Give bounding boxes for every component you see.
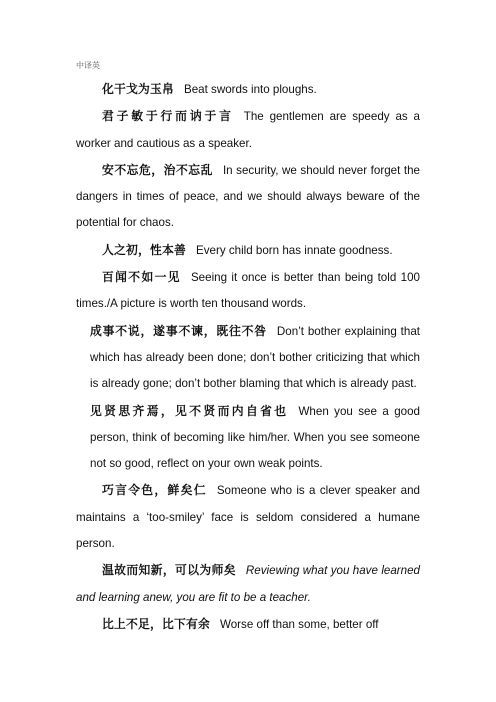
proverb-english: The gentlemen are speedy as a worker and cautious as a speaker. (76, 110, 420, 150)
proverb-chinese: 巧言令色，鲜矣仁 (102, 483, 207, 498)
proverb-entry (76, 477, 420, 557)
proverb-entry (76, 318, 420, 398)
proverb-entry (76, 264, 420, 318)
proverb-entry (76, 398, 420, 478)
proverb-entry (76, 557, 420, 611)
proverb-english: Seeing it once is better than being told 100 times./A picture is worth ten thousand words. (76, 271, 420, 311)
page-header-label: 中译英 (76, 61, 100, 70)
proverb-english: When you see a good person, think of becoming like him/her. When you see someone not so good, reflect on your own weak points. (90, 404, 420, 471)
proverb-chinese: 百闻不如一见 (102, 270, 181, 285)
proverb-english: Beat swords into ploughs. (183, 83, 317, 96)
proverb-chinese: 化干戈为玉帛 (102, 82, 174, 96)
proverb-chinese: 安不忘危，治不忘乱 (102, 162, 213, 177)
proverb-entry (76, 76, 420, 103)
proverb-entry (76, 237, 420, 264)
proverb-chinese: 成事不说，遂事不谏，既往不咎 (90, 323, 267, 338)
proverb-entry (76, 157, 420, 237)
proverb-english: Someone who is a clever speaker and maintains a ‘too-smiley’ face is seldom considered a humane person. (76, 484, 420, 551)
proverb-entry (76, 103, 420, 157)
proverb-chinese: 见贤思齐焉，见不贤而内自省也 (90, 403, 289, 418)
proverb-chinese: 君子敏于行而讷于言 (102, 109, 234, 124)
proverb-chinese: 比上不足，比下有余 (102, 616, 210, 631)
proverb-list (76, 76, 420, 638)
proverb-english: Every child born has innate goodness. (195, 243, 393, 257)
proverb-chinese: 温故而知新，可以为师矣 (102, 563, 236, 578)
proverb-english: Don’t bother explaining that which has already been done; don’t bother criticizing that which is already gone; don’t bother blaming that which is already past. (90, 324, 420, 391)
proverb-english: In security, we should never forget the dangers in times of peace, and we should always beware of the potential for chaos. (76, 163, 420, 230)
proverb-entry (76, 611, 420, 638)
proverb-chinese: 人之初，性本善 (102, 242, 186, 257)
proverb-english: Worse off than some, better off (219, 617, 379, 631)
proverb-english: Reviewing what you have learned and learning anew, you are fit to be a teacher. (76, 564, 420, 604)
